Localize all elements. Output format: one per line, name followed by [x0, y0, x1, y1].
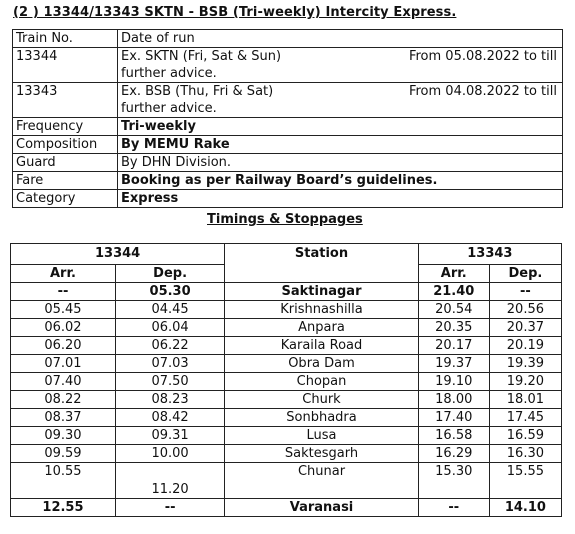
arrival-13344: 10.55: [11, 463, 116, 499]
departure-13344: 08.23: [115, 391, 224, 409]
departure-13343: 14.10: [489, 499, 561, 517]
timing-row: [11, 283, 562, 301]
arrival-13344: 09.30: [11, 427, 116, 445]
document-title: (2 ) 13344/13343 SKTN - BSB (Tri-weekly) Intercity Express.: [13, 5, 457, 20]
departure-13344: --: [115, 499, 224, 517]
timings-subheading: Timings & Stoppages: [207, 212, 363, 227]
arrival-13343: 15.30: [418, 463, 489, 499]
dep-header: Dep.: [489, 265, 561, 283]
departure-13343: 15.55: [489, 463, 561, 499]
departure-13344: 06.22: [115, 337, 224, 355]
departure-13344: 06.04: [115, 319, 224, 337]
timing-row: [11, 355, 562, 373]
arr-header: Arr.: [418, 265, 489, 283]
station-name: Churk: [225, 391, 419, 409]
info-row-composition: [13, 136, 563, 154]
run-continuation: further advice.: [121, 66, 217, 81]
departure-13343: 16.59: [489, 427, 561, 445]
departure-13343: 19.39: [489, 355, 561, 373]
station-name: Saktinagar: [225, 283, 419, 301]
run-details: [118, 48, 563, 83]
station-name: Karaila Road: [225, 337, 419, 355]
run-days: Ex. BSB (Thu, Fri & Sat): [121, 84, 274, 99]
departure-13344: 07.50: [115, 373, 224, 391]
timing-row: [11, 445, 562, 463]
station-name: Chopan: [225, 373, 419, 391]
arrival-13344: 06.20: [11, 337, 116, 355]
departure-13344: 09.31: [115, 427, 224, 445]
departure-13343: 20.19: [489, 337, 561, 355]
arrival-13343: 16.29: [418, 445, 489, 463]
arrival-13344: 07.01: [11, 355, 116, 373]
arr-header: Arr.: [11, 265, 116, 283]
arrival-13343: 20.54: [418, 301, 489, 319]
departure-13344: 11.20: [115, 463, 224, 499]
departure-13344: 04.45: [115, 301, 224, 319]
info-key: Composition: [13, 136, 118, 154]
info-key: Fare: [13, 172, 118, 190]
timing-row: [11, 373, 562, 391]
departure-13344: 05.30: [115, 283, 224, 301]
run-from-date: From 05.08.2022 to till: [408, 49, 557, 64]
info-key: Category: [13, 190, 118, 208]
arrival-13343: 19.37: [418, 355, 489, 373]
dep-header: Dep.: [115, 265, 224, 283]
info-key: Guard: [13, 154, 118, 172]
run-train-number: 13343: [13, 83, 118, 118]
departure-13344: 10.00: [115, 445, 224, 463]
station-name: Chunar: [225, 463, 419, 499]
station-name: Varanasi: [225, 499, 419, 517]
timing-row: [11, 319, 562, 337]
arrival-13343: 20.17: [418, 337, 489, 355]
arrival-13343: 18.00: [418, 391, 489, 409]
run-from-date: From 04.08.2022 to till: [408, 84, 557, 99]
timings-table: [10, 243, 562, 517]
info-row-category: [13, 190, 563, 208]
departure-13343: 19.20: [489, 373, 561, 391]
run-row: [13, 83, 563, 118]
arrival-13344: 12.55: [11, 499, 116, 517]
arrival-13343: 19.10: [418, 373, 489, 391]
info-value: By DHN Division.: [118, 154, 563, 172]
departure-13343: --: [489, 283, 561, 301]
arrival-13343: 20.35: [418, 319, 489, 337]
run-row: [13, 48, 563, 83]
timing-row: [11, 301, 562, 319]
info-header-row: [13, 30, 563, 48]
run-train-number: 13344: [13, 48, 118, 83]
run-details: [118, 83, 563, 118]
station-name: Obra Dam: [225, 355, 419, 373]
arrival-13344: 08.22: [11, 391, 116, 409]
arrival-13344: 05.45: [11, 301, 116, 319]
timing-row: [11, 427, 562, 445]
info-value: Booking as per Railway Board’s guidelines.: [118, 172, 563, 190]
station-name: Krishnashilla: [225, 301, 419, 319]
arrival-13343: 21.40: [418, 283, 489, 301]
arrival-13343: 16.58: [418, 427, 489, 445]
departure-13343: 17.45: [489, 409, 561, 427]
info-row-guard: [13, 154, 563, 172]
run-days: Ex. SKTN (Fri, Sat & Sun): [121, 49, 282, 64]
timings-body: [11, 283, 562, 517]
station-name: Saktesgarh: [225, 445, 419, 463]
train-number-header-row: [11, 244, 562, 265]
arrival-13344: 07.40: [11, 373, 116, 391]
arrival-13344: --: [11, 283, 116, 301]
info-value: Tri-weekly: [118, 118, 563, 136]
station-name: Anpara: [225, 319, 419, 337]
run-continuation: further advice.: [121, 101, 217, 116]
departure-13343: 20.37: [489, 319, 561, 337]
departure-13343: 18.01: [489, 391, 561, 409]
info-value: Express: [118, 190, 563, 208]
train-13344-header: 13344: [11, 244, 225, 265]
station-name: Lusa: [225, 427, 419, 445]
train-13343-header: 13343: [418, 244, 561, 265]
arrival-13343: 17.40: [418, 409, 489, 427]
departure-13344: 07.03: [115, 355, 224, 373]
train-no-header: Train No.: [13, 30, 118, 48]
timing-row: [11, 337, 562, 355]
timing-row: [11, 391, 562, 409]
info-row-frequency: [13, 118, 563, 136]
train-info-table: [12, 29, 563, 208]
departure-13343: 20.56: [489, 301, 561, 319]
info-row-fare: [13, 172, 563, 190]
date-of-run-header: Date of run: [118, 30, 563, 48]
arrival-13344: 09.59: [11, 445, 116, 463]
arrival-13344: 08.37: [11, 409, 116, 427]
timing-row: [11, 463, 562, 499]
timing-row: [11, 499, 562, 517]
arrival-13344: 06.02: [11, 319, 116, 337]
arrival-13343: --: [418, 499, 489, 517]
departure-13343: 16.30: [489, 445, 561, 463]
timing-row: [11, 409, 562, 427]
station-header: Station: [225, 244, 419, 283]
departure-13344: 08.42: [115, 409, 224, 427]
info-value: By MEMU Rake: [118, 136, 563, 154]
station-name: Sonbhadra: [225, 409, 419, 427]
info-key: Frequency: [13, 118, 118, 136]
